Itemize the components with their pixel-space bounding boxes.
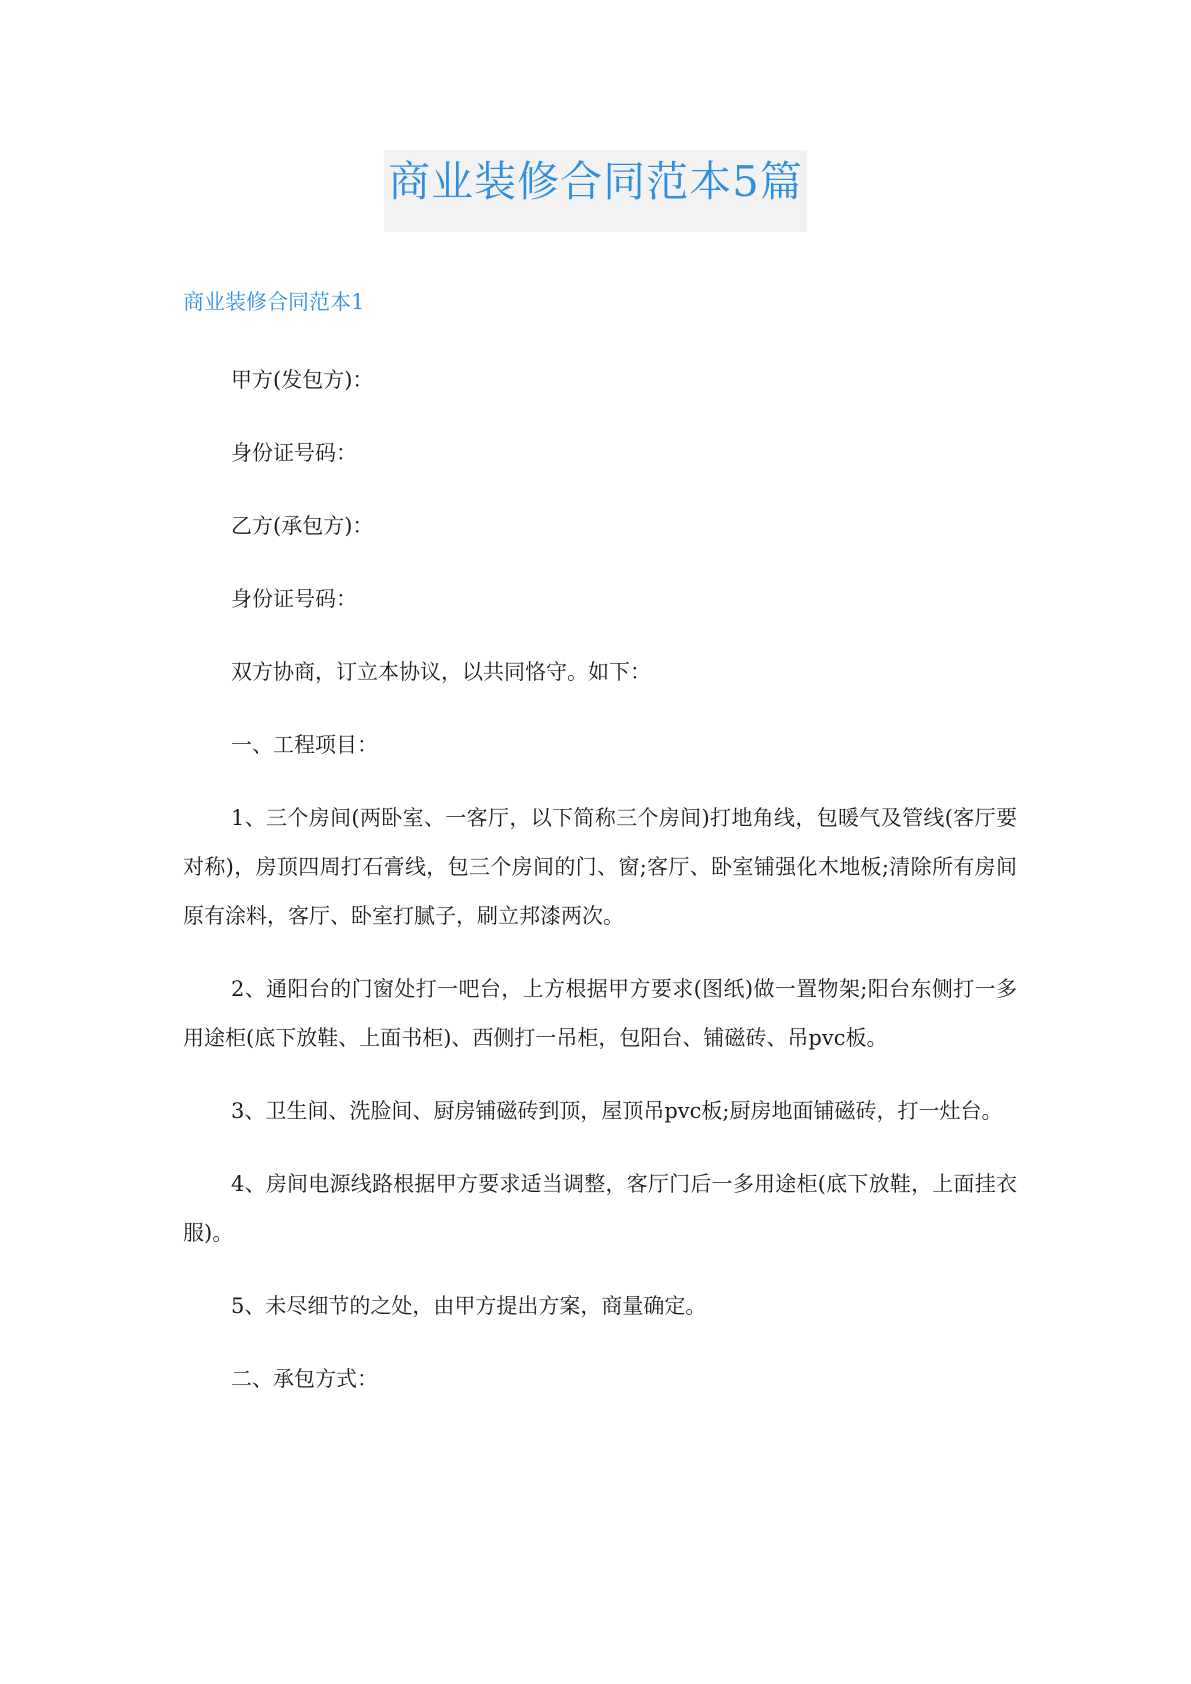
paragraph-item-3: 3、卫生间、洗脸间、厨房铺磁砖到顶，屋顶吊pvc板;厨房地面铺磁砖，打一灶台。 bbox=[231, 1099, 1003, 1123]
paragraph-item-1: 1、三个房间(两卧室、一客厅，以下简称三个房间)打地角线，包暖气及管线(客厅要对称)，房顶四周打石膏线，包三个房间的门、窗;客厅、卧室铺强化木地板;清除所有房间原有涂料，客厅、卧室打腻子，刷立邦漆两次。 bbox=[183, 806, 1017, 928]
paragraph-contract-method-heading: 二、承包方式： bbox=[231, 1367, 378, 1391]
paragraph-agreement-intro: 双方协商，订立本协议，以共同恪守。如下： bbox=[231, 660, 651, 684]
document-title: 商业装修合同范本5篇 bbox=[384, 150, 807, 232]
section-heading: 商业装修合同范本1 bbox=[183, 290, 365, 314]
document-body bbox=[183, 356, 1017, 1428]
paragraph-party-b-id: 身份证号码： bbox=[231, 587, 357, 611]
title-wrapper bbox=[0, 150, 1191, 232]
paragraph-party-a-id: 身份证号码： bbox=[231, 441, 357, 465]
paragraph-party-a: 甲方(发包方)： bbox=[231, 368, 374, 392]
paragraph-item-2: 2、通阳台的门窗处打一吧台，上方根据甲方要求(图纸)做一置物架;阳台东侧打一多用途柜(底下放鞋、上面书柜)、西侧打一吊柜，包阳台、铺磁砖、吊pvc板。 bbox=[183, 977, 1017, 1050]
paragraph-party-b: 乙方(承包方)： bbox=[231, 514, 374, 538]
paragraph-project-heading: 一、工程项目： bbox=[231, 733, 378, 757]
paragraph-item-4: 4、房间电源线路根据甲方要求适当调整，客厅门后一多用途柜(底下放鞋，上面挂衣服)。 bbox=[183, 1172, 1017, 1245]
paragraph-item-5: 5、未尽细节的之处，由甲方提出方案，商量确定。 bbox=[231, 1294, 707, 1318]
